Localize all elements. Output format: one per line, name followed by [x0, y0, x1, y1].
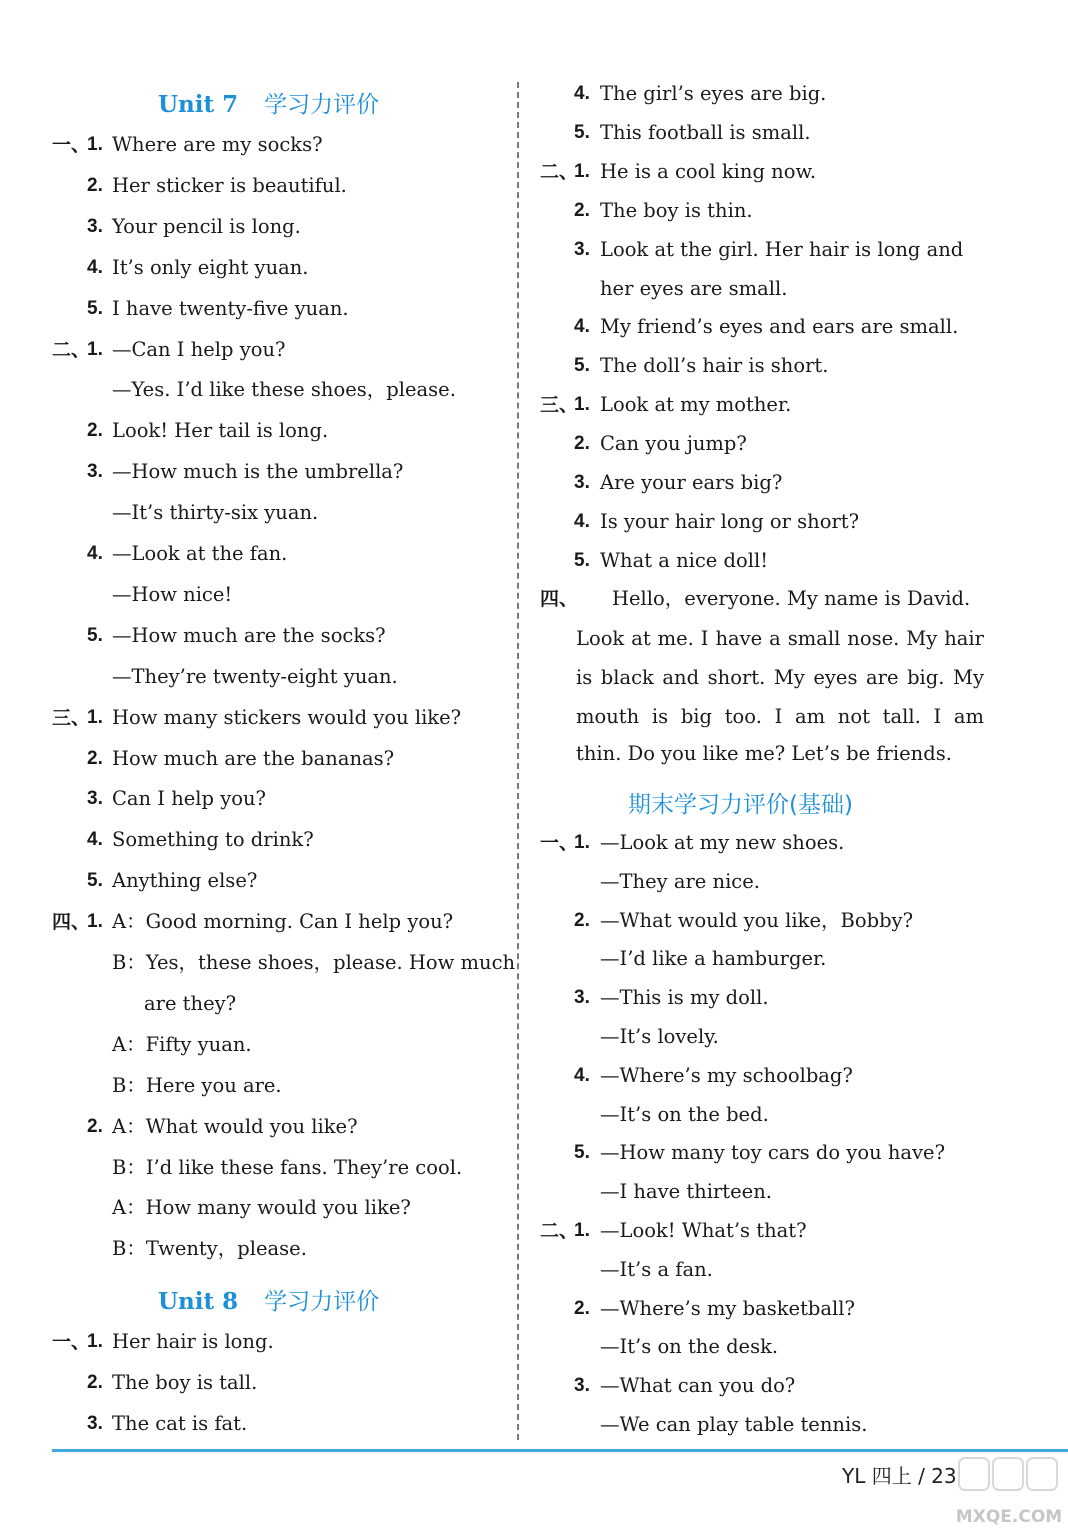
item-number: 1.	[87, 1331, 103, 1352]
unit7-label: Unit 7	[158, 91, 239, 118]
item-number: 5.	[574, 549, 590, 571]
answer-text: —It’s lovely.	[600, 1025, 719, 1048]
answer-text: —It’s thirty-six yuan.	[112, 501, 319, 525]
answer-text: How many stickers would you like?	[112, 705, 462, 729]
answer-text: —I’d like a hamburger.	[600, 947, 827, 971]
answer-text: —Where’s my basketball?	[600, 1296, 855, 1320]
answer-text: —Look at the fan.	[112, 542, 288, 565]
answer-text: The boy is tall.	[112, 1371, 258, 1394]
answer-text: What a nice doll!	[600, 548, 769, 572]
item-number: 3.	[574, 1375, 590, 1397]
item-number: 5.	[87, 624, 103, 646]
answer-text: B：I’d like these fans. They’re cool.	[112, 1155, 463, 1179]
item-number: 5.	[574, 1142, 590, 1164]
answer-text: How much are the bananas?	[112, 746, 395, 770]
answer-text: —Look! What’s that?	[600, 1219, 807, 1242]
answer-text: —Where’s my schoolbag?	[600, 1063, 853, 1087]
answer-text: —What would you like，Bobby?	[600, 908, 914, 932]
item-number: 4.	[574, 510, 590, 532]
essay-first-line	[540, 587, 970, 611]
answer-text: are they?	[144, 991, 237, 1015]
essay-line: mouth is big too. I am not tall. I am	[576, 705, 984, 728]
item-number: 4.	[87, 256, 103, 278]
item-number: 4.	[87, 829, 103, 851]
answer-text: —I have thirteen.	[600, 1180, 772, 1204]
item-number: 4.	[574, 316, 590, 338]
answer-text: He is a cool king now.	[600, 159, 817, 183]
answer-text: —How many toy cars do you have?	[600, 1141, 946, 1165]
final-exam-heading: 期末学习力评价(基础)	[628, 792, 853, 818]
answer-text: —Yes. I’d like these shoes，please.	[112, 378, 456, 402]
answer-text: My friend’s eyes and ears are small.	[600, 315, 959, 339]
answer-text: Look at the girl. Her hair is long and	[600, 237, 964, 261]
answer-text: A：What would you like?	[112, 1114, 358, 1138]
section-marker: 三、	[540, 394, 579, 417]
answer-text: This football is small.	[600, 120, 811, 144]
item-number: 4.	[87, 543, 103, 564]
answer-text: —They are nice.	[600, 869, 760, 893]
answer-text: Look! Her tail is long.	[112, 419, 329, 443]
answer-text: The cat is fat.	[112, 1412, 248, 1435]
item-number: 3.	[574, 238, 590, 260]
item-number: 2.	[87, 1115, 103, 1137]
unit7-title: 学习力评价	[264, 92, 380, 118]
item-number: 4.	[574, 1064, 590, 1086]
section-marker: 一、	[52, 1331, 91, 1353]
section-marker: 二、	[540, 160, 579, 183]
item-number: 5.	[87, 870, 103, 892]
item-number: 3.	[574, 472, 590, 493]
answer-text: —It’s a fan.	[600, 1257, 713, 1281]
answer-text: A：Fifty yuan.	[112, 1032, 252, 1056]
answer-text: Is your hair long or short?	[600, 509, 860, 533]
unit8-label: Unit 8	[158, 1288, 239, 1315]
section-marker: 二、	[52, 338, 91, 361]
answer-text: Where are my socks?	[112, 133, 323, 156]
item-number: 3.	[87, 1413, 103, 1434]
item-number: 5.	[87, 297, 103, 319]
answer-text: Her sticker is beautiful.	[112, 173, 347, 197]
answer-text: The boy is thin.	[600, 198, 753, 222]
page-footer: YL 四上 / 23	[842, 1464, 957, 1488]
item-number: 4.	[574, 83, 590, 104]
item-number: 1.	[87, 134, 103, 155]
answer-text: B：Here you are.	[112, 1073, 282, 1097]
answer-text: —Can I help you?	[112, 337, 286, 361]
answer-text: —How much is the umbrella?	[112, 460, 404, 484]
bottom-rule	[52, 1449, 1068, 1452]
answer-text: Are your ears big?	[600, 471, 783, 494]
section-marker: 一、	[540, 832, 579, 854]
answer-text: I have twenty-five yuan.	[112, 296, 349, 320]
item-number: 2.	[87, 747, 103, 769]
answer-text: Her hair is long.	[112, 1330, 274, 1353]
answer-text: A：How many would you like?	[112, 1196, 411, 1220]
item-number: 1.	[574, 160, 590, 182]
essay-line: is black and short. My eyes are big. My	[576, 666, 984, 689]
answer-text: Anything else?	[112, 869, 258, 893]
item-number: 5.	[574, 121, 590, 143]
essay-line: Look at me. I have a small nose. My hair	[576, 627, 984, 650]
answer-text: Look at my mother.	[600, 393, 792, 417]
item-number: 1.	[574, 1220, 590, 1241]
answer-text: B：Yes，these shoes，please. How much	[112, 951, 516, 974]
column-divider	[517, 82, 519, 1440]
answer-text: B：Twenty，please.	[112, 1237, 307, 1261]
answer-text: —We can play table tennis.	[600, 1413, 868, 1436]
section-marker: 一、	[52, 134, 91, 156]
answer-text: Can you jump?	[600, 432, 747, 456]
answer-text: Something to drink?	[112, 828, 314, 852]
item-number: 1.	[574, 394, 590, 416]
essay-last-line: thin. Do you like me? Let’s be friends.	[576, 742, 952, 765]
section-marker: 三、	[52, 706, 91, 729]
answer-text: —It’s on the desk.	[600, 1335, 779, 1359]
answer-text: A：Good morning. Can I help you?	[112, 910, 454, 934]
item-number: 1.	[87, 911, 103, 933]
item-number: 3.	[87, 461, 103, 483]
item-number: 3.	[574, 987, 590, 1009]
essay-paragraph	[576, 619, 984, 736]
answer-text: her eyes are small.	[600, 276, 788, 300]
answer-text: —How nice!	[112, 582, 233, 606]
item-number: 2.	[574, 433, 590, 455]
section-marker: 四、	[52, 911, 91, 934]
answer-text: Can I help you?	[112, 787, 266, 811]
item-number: 2.	[87, 174, 103, 196]
essay-first-text: Hello，everyone. My name is David.	[612, 587, 971, 610]
answer-text: —It’s on the bed.	[600, 1102, 769, 1126]
answer-text: —Look at my new shoes.	[600, 831, 845, 854]
item-number: 2.	[574, 199, 590, 221]
item-number: 3.	[87, 215, 103, 237]
answer-text: The doll’s hair is short.	[600, 354, 829, 378]
unit8-heading	[158, 1283, 379, 1316]
item-number: 2.	[574, 1297, 590, 1319]
item-number: 3.	[87, 788, 103, 810]
answer-text: —How much are the socks?	[112, 623, 386, 647]
watermark-text: MXQE.COM	[955, 1507, 1063, 1527]
item-number: 1.	[87, 706, 103, 728]
answer-text: Your pencil is long.	[112, 214, 301, 238]
answer-text: It’s only eight yuan.	[112, 255, 309, 279]
item-number: 2.	[574, 909, 590, 931]
item-number: 2.	[87, 420, 103, 442]
answer-text: —They’re twenty-eight yuan.	[112, 664, 398, 688]
item-number: 1.	[87, 338, 103, 360]
unit7-heading	[158, 86, 379, 119]
answer-text: —This is my doll.	[600, 986, 769, 1010]
answer-text: —What can you do?	[600, 1374, 796, 1398]
unit8-title: 学习力评价	[264, 1289, 380, 1315]
essay-section-marker: 四、	[540, 588, 579, 610]
item-number: 5.	[574, 355, 590, 377]
section-marker: 二、	[540, 1220, 579, 1242]
answer-stamp-watermark-icon	[955, 1452, 1063, 1530]
answer-text: The girl’s eyes are big.	[600, 82, 827, 105]
item-number: 1.	[574, 832, 590, 853]
item-number: 2.	[87, 1372, 103, 1393]
